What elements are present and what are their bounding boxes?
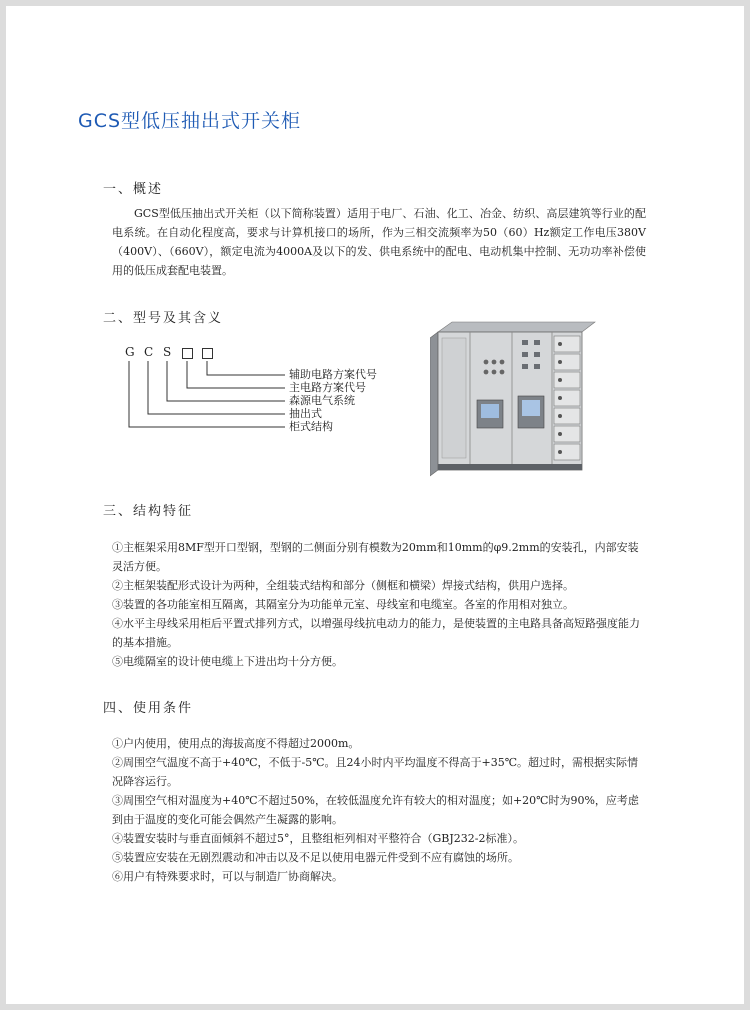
list-item: ③周围空气相对温度为+40℃不超过50%，在较低温度允许有较大的相对温度；如+20℃时为90%，应考虑到由于温度的变化可能会偶然产生凝露的影响。	[112, 794, 639, 826]
list-item: ④装置安装时与垂直面倾斜不超过5°，且整组柜列相对平整符合（GBJ232-2标准）。	[112, 832, 524, 845]
model-code-diagram	[125, 345, 405, 445]
list-item: ②主框架装配形式设计为两种，全组装式结构和部分（侧框和横梁）焊接式结构，供用户选择。	[112, 579, 574, 592]
list-item: ④水平主母线采用柜后平置式排列方式，以增强母线抗电动力的能力，是使装置的主电路具备高短路强度能力的基本措施。	[112, 617, 640, 649]
list-item: ①主框架采用8MF型开口型钢，型钢的二侧面分别有模数为20mm和10mm的φ9.2mm的安装孔，内部安装灵活方便。	[112, 541, 639, 573]
conditions-list	[112, 734, 648, 886]
meaning-cabinet: 柜式结构	[289, 420, 333, 433]
structure-list	[112, 538, 648, 671]
model-letter-c: C	[144, 345, 154, 359]
overview-paragraph	[112, 204, 646, 280]
leader-line-aux	[207, 361, 285, 375]
meaning-system: 森源电气系统	[289, 394, 355, 407]
model-letter-s: S	[163, 345, 172, 359]
meaning-drawout: 抽出式	[289, 407, 322, 420]
meaning-aux-circuit: 辅助电路方案代号	[289, 368, 377, 381]
list-item: ⑤装置应安装在无剧烈震动和冲击以及不足以使用电器元件受到不应有腐蚀的场所。	[112, 851, 519, 864]
structure-heading: 三、结构特征	[103, 504, 194, 519]
switchgear-cabinet-image	[430, 318, 600, 478]
model-heading: 二、型号及其含义	[103, 311, 224, 326]
overview-heading: 一、概述	[103, 182, 164, 197]
list-item: ③装置的各功能室相互隔离，其隔室分为功能单元室、母线室和电缆室。各室的作用相对独立。	[112, 598, 574, 611]
list-item: ⑤电缆隔室的设计使电缆上下进出均十分方便。	[112, 655, 343, 668]
list-item: ②周围空气温度不高于+40℃，不低于-5℃。且24小时内平均温度不得高于+35℃。超过时，需根据实际情况降容运行。	[112, 756, 639, 788]
meaning-main-circuit: 主电路方案代号	[289, 381, 366, 394]
list-item: ⑥用户有特殊要求时，可以与制造厂协商解决。	[112, 870, 343, 883]
model-letter-g: G	[125, 345, 135, 359]
list-item: ①户内使用，使用点的海拔高度不得超过2000m。	[112, 737, 360, 750]
overview-text: GCS型低压抽出式开关柜（以下简称装置）适用于电厂、石油、化工、冶金、纺织、高层建筑等行业的配电系统。在自动化程度高，要求与计算机接口的场所，作为三相交流频率为50（60）Hz额定工作电压380V（400V）、（660V），额定电流为4000A及以下的发、供电系统中的配电、电动机集中控制、无功功率补偿使用的低压成套配电装置。	[112, 207, 646, 277]
page-title: GCS型低压抽出式开关柜	[78, 110, 302, 132]
model-leader-lines	[125, 345, 405, 445]
conditions-heading: 四、使用条件	[103, 701, 194, 716]
leader-line-system	[167, 361, 285, 401]
